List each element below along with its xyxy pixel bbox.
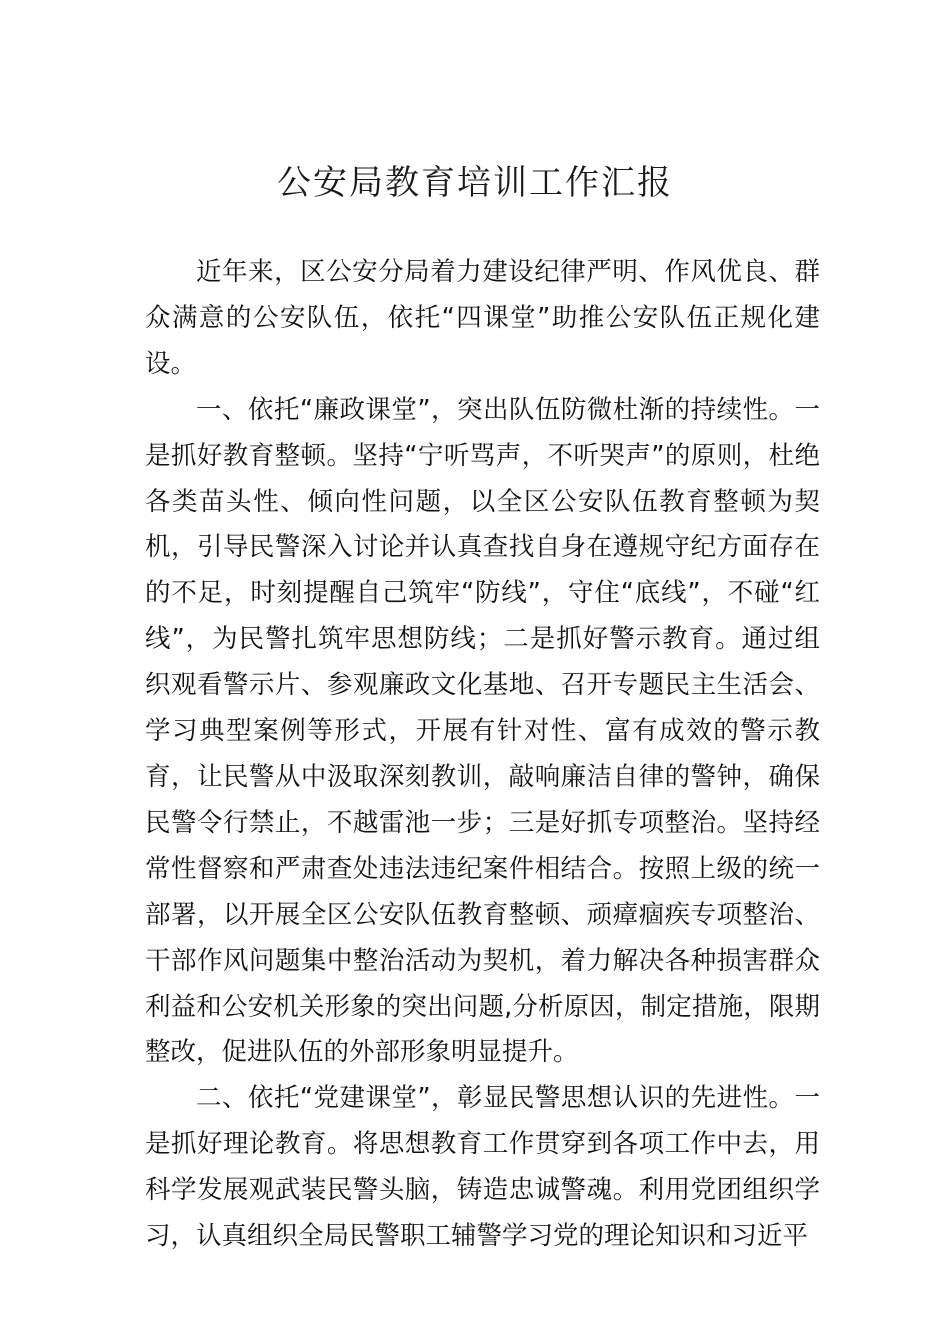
document-body <box>145 250 820 1260</box>
paragraph-section-1: 一、依托“廉政课堂”，突出队伍防微杜渐的持续性。一是抓好教育整顿。坚持“宁听骂声，不听哭声”的原则，杜绝各类苗头性、倾向性问题，以全区公安队伍教育整顿为契机，引导民警深入讨论并认真查找自身在遵规守纪方面存在的不足，时刻提醒自己筑牢“防线”，守住“底线”，不碰“红线”，为民警扎筑牢思想防线；二是抓好警示教育。通过组织观看警示片、参观廉政文化基地、召开专题民主生活会、学习典型案例等形式，开展有针对性、富有成效的警示教育，让民警从中汲取深刻教训，敲响廉洁自律的警钟，确保民警令行禁止，不越雷池一步；三是好抓专项整治。坚持经常性督察和严肃查处违法违纪案件相结合。按照上级的统一部署，以开展全区公安队伍教育整顿、顽瘴痼疾专项整治、干部作风问题集中整治活动为契机，着力解决各种损害群众利益和公安机关形象的突出问题,分析原因，制定措施，限期整改，促进队伍的外部形象明显提升。 <box>145 394 820 1068</box>
paragraph-section-2: 二、依托“党建课堂”，彰显民警思想认识的先进性。一是抓好理论教育。将思想教育工作贯穿到各项工作中去，用科学发展观武装民警头脑，铸造忠诚警魂。利用党团组织学习，认真组织全局民警职工辅警学习党的理论知识和习近平 <box>145 1083 820 1252</box>
document-title: 公安局教育培训工作汇报 <box>277 163 673 203</box>
paragraph-intro: 近年来，区公安分局着力建设纪律严明、作风优良、群众满意的公安队伍，依托“四课堂”助推公安队伍正规化建设。 <box>145 257 820 379</box>
